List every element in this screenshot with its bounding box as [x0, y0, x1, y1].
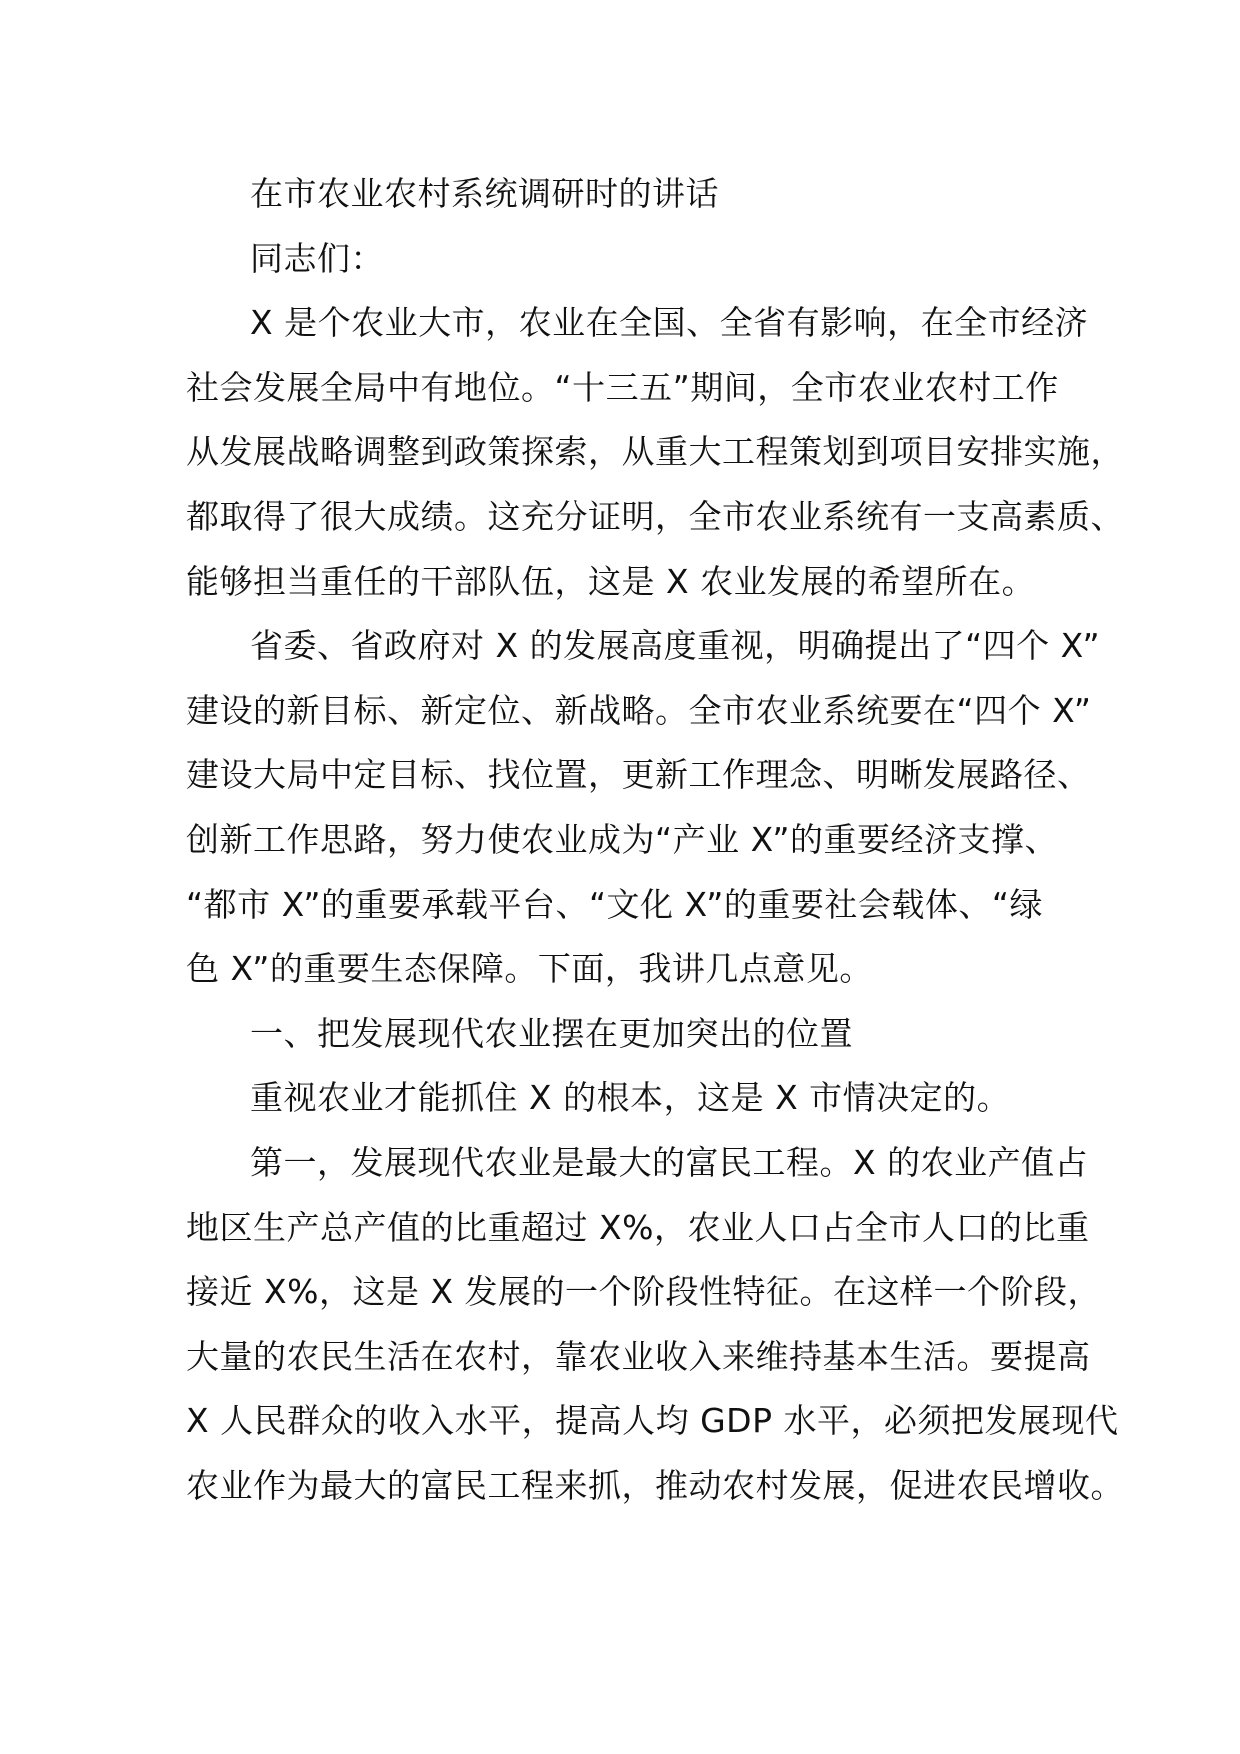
greeting: 同志们： — [250, 238, 384, 278]
paragraph-4-line-3: 接近 X%，这是 X 发展的一个阶段性特征。在这样一个阶段， — [186, 1272, 1102, 1312]
section-heading-1: 一、把发展现代农业摆在更加突出的位置 — [250, 1013, 853, 1053]
paragraph-4-line-6: 农业作为最大的富民工程来抓，推动农村发展，促进农民增收。 — [186, 1465, 1124, 1505]
paragraph-2-line-1: 省委、省政府对 X 的发展高度重视，明确提出了“四个 X” — [250, 626, 1101, 666]
paragraph-4-line-5: X 人民群众的收入水平，提高人均 GDP 水平，必须把发展现代 — [186, 1401, 1119, 1441]
document-title: 在市农业农村系统调研时的讲话 — [250, 174, 719, 213]
paragraph-2-line-4: 创新工作思路，努力使农业成为“产业 X”的重要经济支撑、 — [186, 819, 1058, 859]
paragraph-1-line-3: 从发展战略调整到政策探索，从重大工程策划到项目安排实施， — [186, 432, 1124, 472]
paragraph-4-line-4: 大量的农民生活在农村，靠农业收入来维持基本生活。要提高 — [186, 1336, 1091, 1376]
paragraph-1-line-5: 能够担当重任的干部队伍，这是 X 农业发展的希望所在。 — [186, 561, 1036, 601]
paragraph-3-line-1: 重视农业才能抓住 X 的根本，这是 X 市情决定的。 — [250, 1078, 1011, 1118]
paragraph-2-line-2: 建设的新目标、新定位、新战略。全市农业系统要在“四个 X” — [186, 690, 1092, 730]
paragraph-2-line-3: 建设大局中定目标、找位置，更新工作理念、明晰发展路径、 — [186, 755, 1091, 795]
document-body — [186, 162, 1124, 1518]
paragraph-1-line-2: 社会发展全局中有地位。“十三五”期间，全市农业农村工作 — [186, 367, 1059, 407]
paragraph-4-line-2: 地区生产总产值的比重超过 X%，农业人口占全市人口的比重 — [186, 1207, 1090, 1247]
paragraph-1-line-1: X 是个农业大市，农业在全国、全省有影响，在全市经济 — [250, 303, 1089, 343]
paragraph-1-line-4: 都取得了很大成绩。这充分证明，全市农业系统有一支高素质、 — [186, 496, 1124, 536]
paragraph-2-line-6: 色 X”的重要生态保障。下面，我讲几点意见。 — [186, 949, 873, 989]
paragraph-2-line-5: “都市 X”的重要承载平台、“文化 X”的重要社会载体、“绿 — [186, 884, 1043, 924]
paragraph-4-line-1: 第一，发展现代农业是最大的富民工程。X 的农业产值占 — [250, 1142, 1089, 1182]
